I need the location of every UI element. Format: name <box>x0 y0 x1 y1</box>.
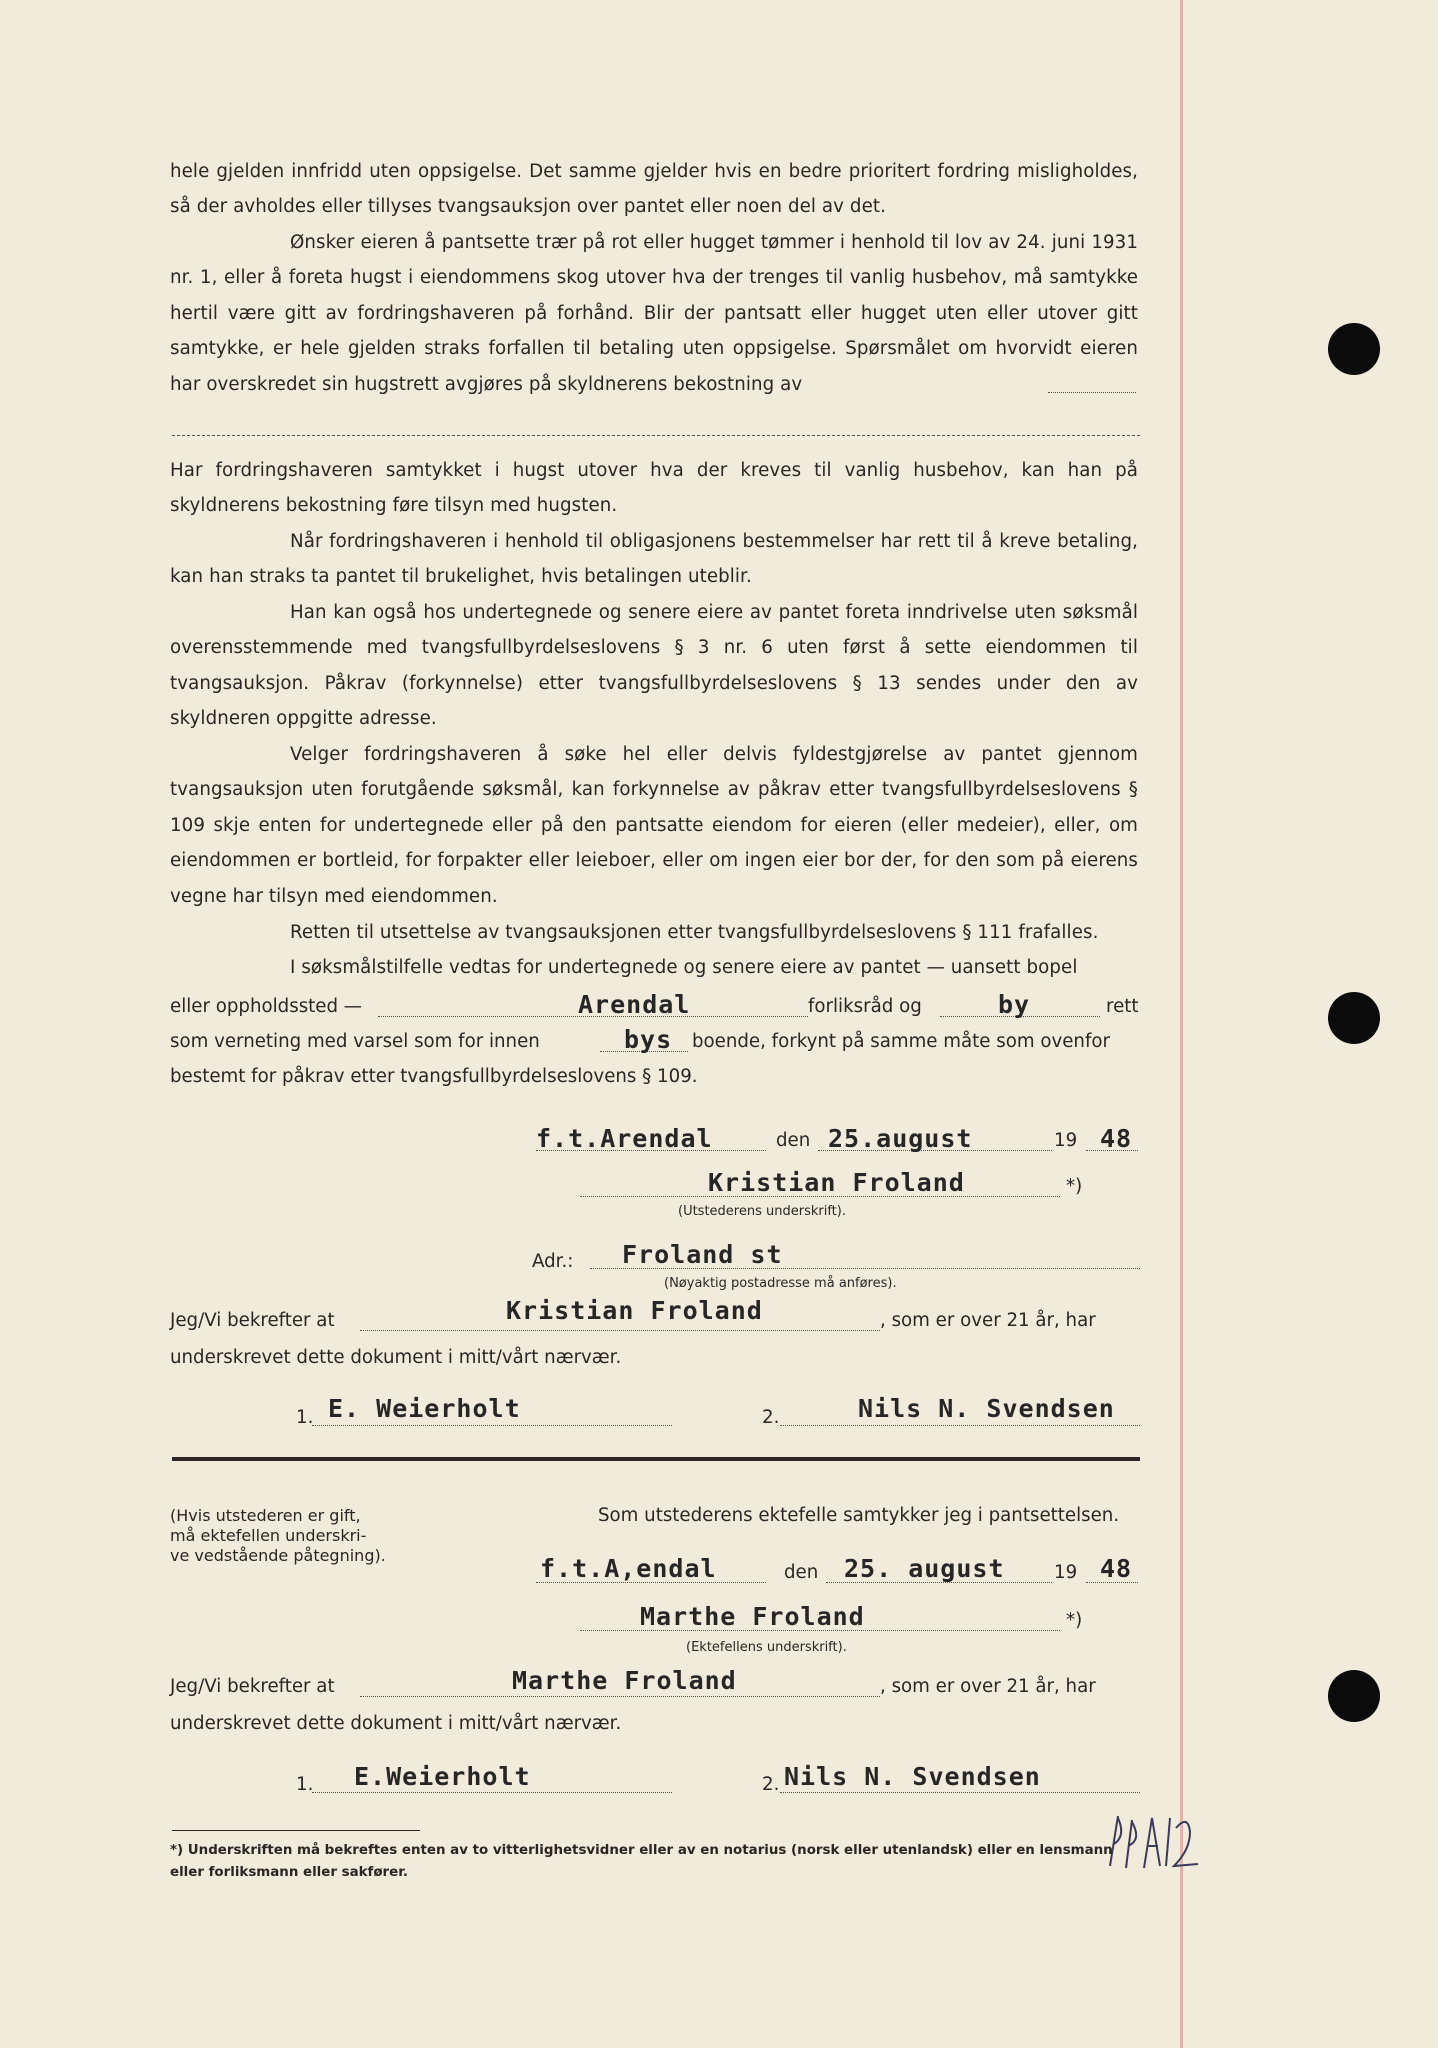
punch-hole <box>1328 323 1380 375</box>
footnote-mark: *) <box>1066 1176 1083 1197</box>
confirmed-name: Kristian Froland <box>506 1296 763 1325</box>
fill-line <box>172 435 1140 436</box>
fill-line <box>360 1330 880 1331</box>
venue-mid: forliksråd og <box>808 996 922 1017</box>
witness-1-number: 1. <box>296 1407 314 1428</box>
footnote: *) Underskriften må bekreftes enten av to vitterlighetsvidner eller av en notarius (norsk eller utenlandsk) eller en lensmann eller forliksmann eller sakfører. <box>170 1843 1113 1880</box>
spouse-confirm-suffix: , som er over 21 år, har <box>880 1676 1096 1697</box>
paragraph-3: Har fordringshaveren samtykket i hugst utover hva der kreves til vanlig husbehov, kan han på skyldnerens bekostning føre tilsyn med hugsten. <box>170 460 1138 517</box>
punch-hole <box>1328 1670 1380 1722</box>
spouse-place: f.t.A,endal <box>540 1554 717 1583</box>
paragraph-2: Ønsker eieren å pantsette trær på rot eller hugget tømmer i henhold til lov av 24. juni 1931 nr. 1, eller å foreta hugst i eiendommens skog utover hva der trenges til vanlig husbehov, må samtykke hertil være gitt av fordringshaveren på forhånd. Blir der pantsatt eller hugget uten eller utover gitt samtykke, er hele gjelden straks forfallen til betaling uten oppsigelse. Spørsmålet om hvorvidt eieren har overskredet sin hugstrett avgjøres på skyldnerens bekostning av <box>170 232 1138 395</box>
witness-2-number: 2. <box>762 1407 780 1428</box>
spouse-confirmed-name: Marthe Froland <box>512 1666 737 1695</box>
spouse-witness-1: E.Weierholt <box>354 1762 531 1791</box>
punch-hole <box>1328 992 1380 1044</box>
spouse-confirm-prefix: Jeg/Vi bekrefter at <box>170 1676 335 1697</box>
paragraph-1: hele gjelden innfridd uten oppsigelse. Det samme gjelder hvis en bedre prioritert fordring misligholdes, så der avholdes eller tillyses tvangsauksjon over pantet eller noen del av det. <box>170 161 1138 218</box>
issuer-den: den <box>776 1130 811 1151</box>
witness-1: E. Weierholt <box>328 1394 521 1423</box>
spouse-den: den <box>784 1562 819 1583</box>
issuer-signature-caption: (Utstederens underskrift). <box>678 1204 846 1219</box>
paragraph-8: I søksmålstilfelle vedtas for undertegnede og senere eiere av pantet — uansett bopel <box>290 957 1078 978</box>
court-type: by <box>998 990 1031 1019</box>
court-place: Arendal <box>578 990 691 1019</box>
venue-line-2-prefix: som verneting med varsel som for innen <box>170 1031 540 1052</box>
spouse-consent: Som utstederens ektefelle samtykker jeg i pantsettelsen. <box>598 1505 1120 1526</box>
venue-prefix: eller oppholdssted — <box>170 996 362 1017</box>
spouse-witness-2: Nils N. Svendsen <box>784 1762 1041 1791</box>
issuer-year: 48 <box>1100 1124 1133 1153</box>
paragraph-4: Når fordringshaveren i henhold til obligasjonens bestemmelser har rett til å kreve betaling, kan han straks ta pantet til brukelighet, hvis betalingen uteblir. <box>170 531 1138 588</box>
footnote-mark: *) <box>1066 1610 1083 1631</box>
paragraph-6: Velger fordringshaveren å søke hel eller delvis fyldestgjørelse av pantet gjennom tvangsauksjon uten forutgående søksmål, kan forkynnelse av påkrav etter tvangsfullbyrdelseslovens § 109 skje enten for undertegnede eller på den pantsatte eiendom for eieren (eller medeier), eller, om eiendommen er bortleid, for forpakter eller leieboer, eller om ingen eier bor der, for den som på eierens vegne har tilsyn med eiendommen. <box>170 744 1138 907</box>
fill-line <box>312 1792 672 1793</box>
venue-suffix: rett <box>1106 996 1139 1017</box>
witness-2: Nils N. Svendsen <box>858 1394 1115 1423</box>
confirm-prefix: Jeg/Vi bekrefter at <box>170 1310 335 1331</box>
spouse-date: 25. august <box>844 1554 1005 1583</box>
spouse-signature-caption: (Ektefellens underskrift). <box>686 1640 847 1655</box>
fill-line <box>780 1792 1140 1793</box>
venue-line-3: bestemt for påkrav etter tvangsfullbyrdelseslovens § 109. <box>170 1066 698 1087</box>
fill-line <box>780 1425 1140 1426</box>
spouse-year-prefix: 19 <box>1054 1562 1078 1583</box>
issuer-year-prefix: 19 <box>1054 1130 1078 1151</box>
venue-line-2-suffix: boende, forkynt på samme måte som ovenfor <box>692 1031 1110 1052</box>
issuer-address: Froland st <box>622 1240 783 1269</box>
spouse-signature: Marthe Froland <box>640 1602 865 1631</box>
spouse-year: 48 <box>1100 1554 1133 1583</box>
fill-line <box>1048 392 1136 393</box>
confirm-line-2: underskrevet dette dokument i mitt/vårt nærvær. <box>170 1347 622 1368</box>
spouse-witness-1-number: 1. <box>296 1774 314 1795</box>
spouse-witness-2-number: 2. <box>762 1774 780 1795</box>
paragraph-5: Han kan også hos undertegnede og senere eiere av pantet foreta inndrivelse uten søksmål overensstemmende med tvangsfullbyrdelseslovens § 3 nr. 6 uten først å sette eiendommen til tvangsauksjon. Påkrav (forkynnelse) etter tvangsfullbyrdelseslovens § 13 sendes under den av skyldneren oppgitte adresse. <box>170 602 1138 730</box>
confirm-suffix: , som er over 21 år, har <box>880 1310 1096 1331</box>
paragraph-7: Retten til utsettelse av tvangsauksjonen etter tvangsfullbyrdelseslovens § 111 frafalles. <box>290 922 1099 943</box>
venue-area: bys <box>624 1025 673 1054</box>
section-divider <box>172 1457 1140 1461</box>
address-label: Adr.: <box>532 1251 574 1272</box>
issuer-date: 25.august <box>828 1124 973 1153</box>
address-caption: (Nøyaktig postadresse må anføres). <box>664 1276 897 1291</box>
margin-line <box>1180 0 1183 2048</box>
footnote-rule <box>172 1830 420 1831</box>
fill-line <box>312 1425 672 1426</box>
spouse-confirm-line-2: underskrevet dette dokument i mitt/vårt nærvær. <box>170 1713 622 1734</box>
issuer-place: f.t.Arendal <box>536 1124 713 1153</box>
spouse-note: (Hvis utstederen er gift, må ektefellen underskri- ve vedstående påtegning). <box>170 1506 386 1565</box>
fill-line <box>360 1696 880 1697</box>
issuer-signature: Kristian Froland <box>708 1168 965 1197</box>
